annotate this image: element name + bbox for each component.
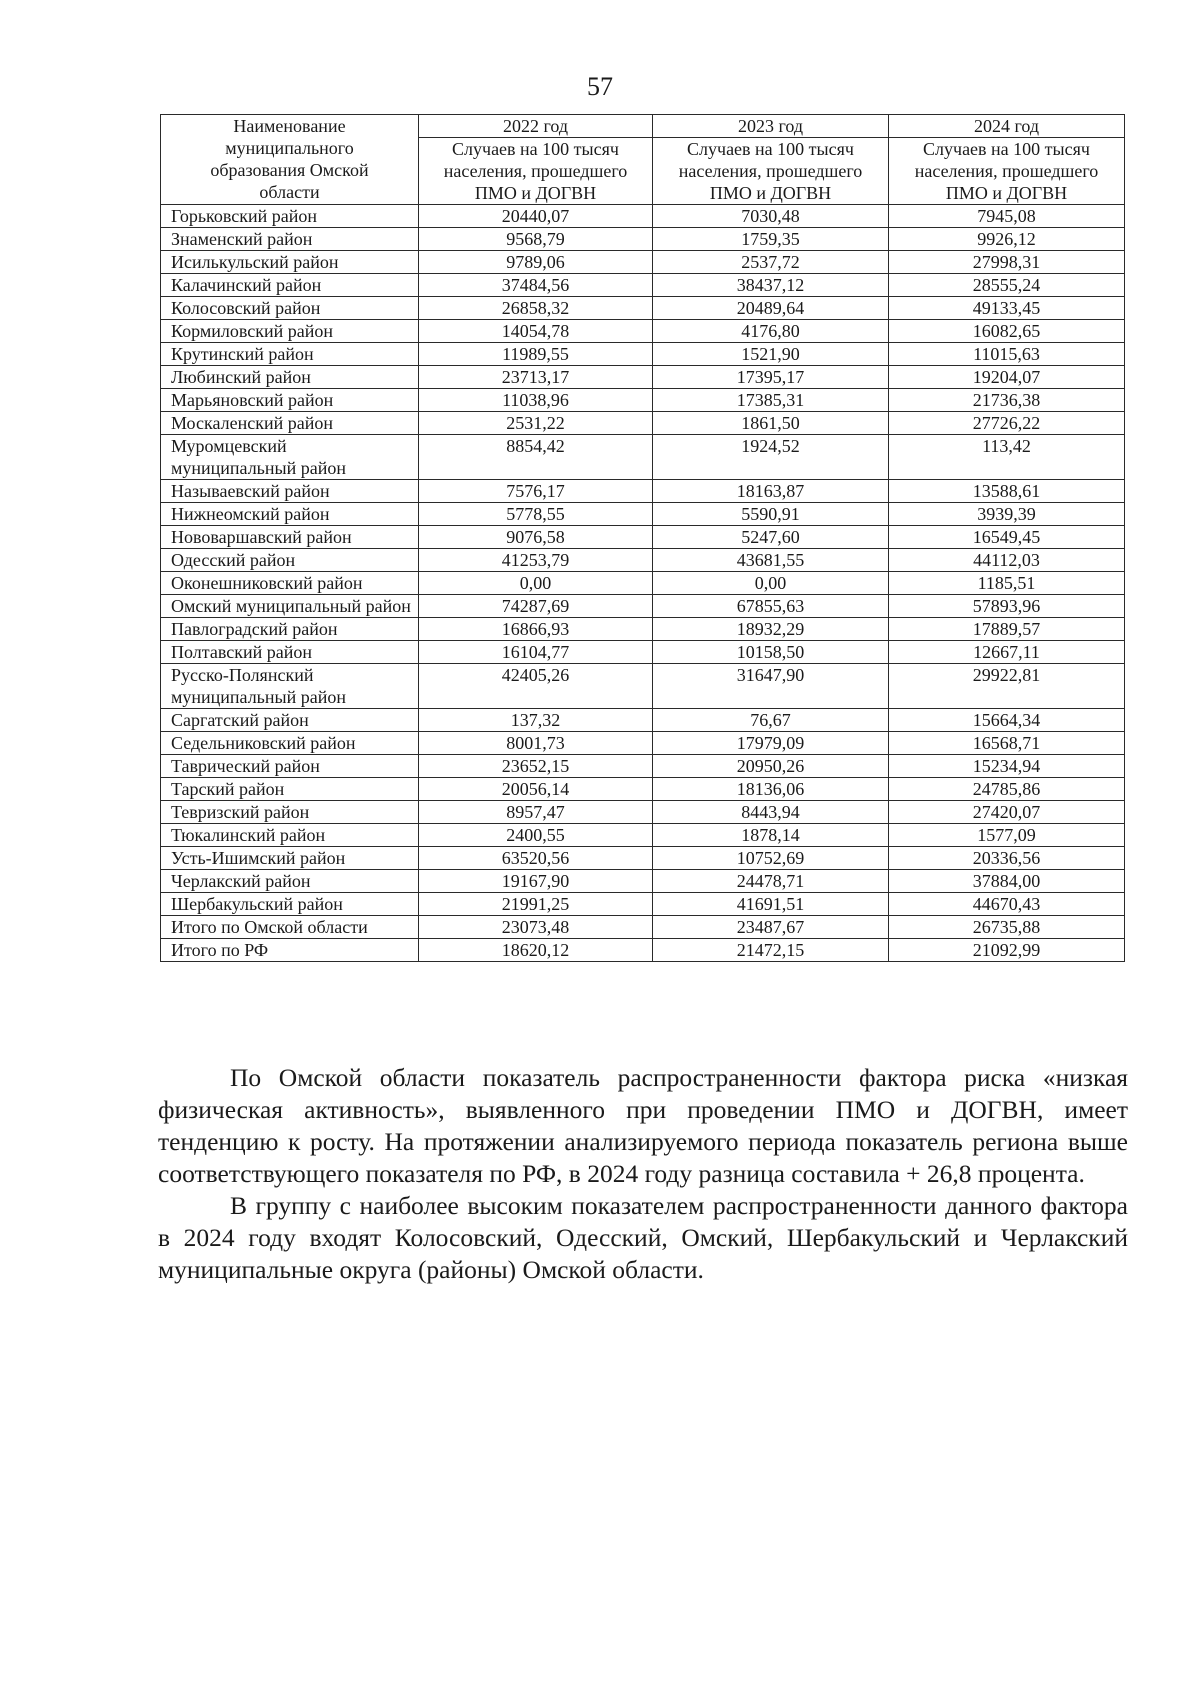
row-value-2022: 20056,14 [419,778,653,801]
row-name: Итого по Омской области [161,916,419,939]
row-name: Шербакульский район [161,893,419,916]
row-name: Седельниковский район [161,732,419,755]
row-value-2022: 26858,32 [419,297,653,320]
row-name: Колосовский район [161,297,419,320]
table-row [161,709,1125,732]
table-row [161,572,1125,595]
row-value-2022: 21991,25 [419,893,653,916]
row-value-2023: 43681,55 [653,549,889,572]
row-value-2024: 27726,22 [889,412,1125,435]
row-value-2023: 1521,90 [653,343,889,366]
table-row [161,939,1125,962]
table-row [161,664,1125,709]
row-value-2023: 5590,91 [653,503,889,526]
row-value-2022: 20440,07 [419,205,653,228]
table-row [161,847,1125,870]
header-municipality: Наименование муниципального образования Омской области [161,115,419,205]
row-value-2023: 10158,50 [653,641,889,664]
row-value-2022: 9568,79 [419,228,653,251]
page-number: 57 [587,72,613,101]
row-value-2023: 7030,48 [653,205,889,228]
table-row [161,205,1125,228]
table-row [161,343,1125,366]
statistics-table [160,114,1125,962]
row-value-2024: 57893,96 [889,595,1125,618]
row-name: Черлакский район [161,870,419,893]
row-value-2022: 19167,90 [419,870,653,893]
row-value-2024: 11015,63 [889,343,1125,366]
row-name: Марьяновский район [161,389,419,412]
paragraph-leaders: В группу с наиболее высоким показателем распространенности данного фактора в 2024 году входят Колосовский, Одесский, Омский, Шербакульский и Черлакский муниципальные округа (районы) Омской области. [158,1191,1128,1284]
table-row [161,755,1125,778]
table-row [161,228,1125,251]
table-row [161,435,1125,480]
row-value-2023: 18932,29 [653,618,889,641]
body-text [158,1062,1128,1286]
row-value-2023: 17385,31 [653,389,889,412]
table-row [161,366,1125,389]
row-name: Знаменский район [161,228,419,251]
row-value-2024: 3939,39 [889,503,1125,526]
row-value-2024: 16549,45 [889,526,1125,549]
row-value-2022: 37484,56 [419,274,653,297]
row-value-2023: 8443,94 [653,801,889,824]
row-value-2023: 24478,71 [653,870,889,893]
table-row [161,549,1125,572]
row-name: Русско-Полянский муниципальный район [161,664,419,709]
row-name: Полтавский район [161,641,419,664]
row-name: Калачинский район [161,274,419,297]
row-value-2024: 27998,31 [889,251,1125,274]
row-value-2022: 16866,93 [419,618,653,641]
row-value-2024: 13588,61 [889,480,1125,503]
header-year-2024: 2024 год [889,115,1125,138]
table-row [161,641,1125,664]
row-value-2022: 9789,06 [419,251,653,274]
row-name: Крутинский район [161,343,419,366]
row-value-2023: 0,00 [653,572,889,595]
row-value-2022: 16104,77 [419,641,653,664]
row-value-2023: 23487,67 [653,916,889,939]
row-value-2023: 4176,80 [653,320,889,343]
table-row [161,801,1125,824]
table-row [161,870,1125,893]
row-value-2023: 1759,35 [653,228,889,251]
table-row [161,320,1125,343]
header-metric-2022: Случаев на 100 тысяч населения, прошедшего ПМО и ДОГВН [419,138,653,205]
header-year-2023: 2023 год [653,115,889,138]
table-row [161,618,1125,641]
row-name: Омский муниципальный район [161,595,419,618]
row-value-2023: 17395,17 [653,366,889,389]
row-value-2023: 18136,06 [653,778,889,801]
table-row [161,412,1125,435]
row-value-2022: 2531,22 [419,412,653,435]
table-row [161,503,1125,526]
row-value-2023: 20489,64 [653,297,889,320]
table-row [161,251,1125,274]
row-value-2022: 137,32 [419,709,653,732]
row-name: Кормиловский район [161,320,419,343]
row-name: Тюкалинский район [161,824,419,847]
row-value-2024: 16568,71 [889,732,1125,755]
row-value-2022: 8854,42 [419,435,653,480]
row-value-2022: 23652,15 [419,755,653,778]
row-value-2022: 2400,55 [419,824,653,847]
row-value-2023: 18163,87 [653,480,889,503]
row-value-2022: 63520,56 [419,847,653,870]
table-row [161,274,1125,297]
row-value-2022: 74287,69 [419,595,653,618]
row-value-2024: 17889,57 [889,618,1125,641]
table-row [161,480,1125,503]
row-value-2024: 16082,65 [889,320,1125,343]
row-value-2024: 49133,45 [889,297,1125,320]
row-value-2022: 8001,73 [419,732,653,755]
row-value-2024: 9926,12 [889,228,1125,251]
row-value-2022: 9076,58 [419,526,653,549]
row-value-2024: 27420,07 [889,801,1125,824]
row-name: Оконешниковский район [161,572,419,595]
row-value-2022: 0,00 [419,572,653,595]
row-value-2022: 23073,48 [419,916,653,939]
table-header-row [161,115,1125,138]
row-value-2024: 15664,34 [889,709,1125,732]
row-value-2022: 18620,12 [419,939,653,962]
row-name: Называевский район [161,480,419,503]
row-value-2023: 38437,12 [653,274,889,297]
row-value-2024: 20336,56 [889,847,1125,870]
row-name: Муромцевский муниципальный район [161,435,419,480]
row-value-2022: 11038,96 [419,389,653,412]
row-name: Москаленский район [161,412,419,435]
row-name: Нижнеомский район [161,503,419,526]
header-year-2022: 2022 год [419,115,653,138]
row-name: Нововаршавский район [161,526,419,549]
table-body [161,205,1125,962]
row-value-2024: 21092,99 [889,939,1125,962]
row-value-2023: 21472,15 [653,939,889,962]
row-value-2024: 24785,86 [889,778,1125,801]
row-name: Тарский район [161,778,419,801]
table-row [161,595,1125,618]
row-value-2023: 20950,26 [653,755,889,778]
row-name: Одесский район [161,549,419,572]
row-value-2022: 8957,47 [419,801,653,824]
table-row [161,297,1125,320]
table-row [161,824,1125,847]
row-value-2023: 31647,90 [653,664,889,709]
row-value-2022: 14054,78 [419,320,653,343]
row-value-2024: 1185,51 [889,572,1125,595]
row-value-2024: 44670,43 [889,893,1125,916]
row-value-2024: 21736,38 [889,389,1125,412]
row-value-2023: 10752,69 [653,847,889,870]
row-name: Усть-Ишимский район [161,847,419,870]
row-value-2023: 5247,60 [653,526,889,549]
row-value-2022: 5778,55 [419,503,653,526]
row-value-2023: 41691,51 [653,893,889,916]
table-row [161,732,1125,755]
header-metric-2024: Случаев на 100 тысяч населения, прошедшего ПМО и ДОГВН [889,138,1125,205]
row-value-2023: 2537,72 [653,251,889,274]
row-value-2024: 7945,08 [889,205,1125,228]
row-name: Горьковский район [161,205,419,228]
row-value-2022: 42405,26 [419,664,653,709]
row-value-2024: 29922,81 [889,664,1125,709]
row-value-2023: 1878,14 [653,824,889,847]
row-name: Павлоградский район [161,618,419,641]
row-value-2024: 1577,09 [889,824,1125,847]
row-value-2024: 44112,03 [889,549,1125,572]
row-value-2023: 1861,50 [653,412,889,435]
table-row [161,389,1125,412]
table-row [161,526,1125,549]
row-value-2024: 12667,11 [889,641,1125,664]
row-value-2024: 113,42 [889,435,1125,480]
paragraph-trend: По Омской области показатель распространенности фактора риска «низкая физическая активность», выявленного при проведении ПМО и ДОГВН, имеет тенденцию к росту. На протяжении анализируемого периода показатель региона выше соответствующего показателя по РФ, в 2024 году разница составила + 26,8 процента. [158,1063,1128,1188]
table-row [161,916,1125,939]
row-value-2022: 7576,17 [419,480,653,503]
row-name: Таврический район [161,755,419,778]
row-value-2022: 23713,17 [419,366,653,389]
row-value-2023: 1924,52 [653,435,889,480]
row-value-2023: 17979,09 [653,732,889,755]
row-value-2023: 67855,63 [653,595,889,618]
row-name: Тевризский район [161,801,419,824]
row-value-2023: 76,67 [653,709,889,732]
table-row [161,778,1125,801]
row-name: Исилькульский район [161,251,419,274]
row-value-2024: 28555,24 [889,274,1125,297]
row-value-2024: 19204,07 [889,366,1125,389]
row-name: Любинский район [161,366,419,389]
row-value-2024: 15234,94 [889,755,1125,778]
row-value-2022: 11989,55 [419,343,653,366]
row-value-2024: 26735,88 [889,916,1125,939]
row-name: Саргатский район [161,709,419,732]
row-name: Итого по РФ [161,939,419,962]
table-row [161,893,1125,916]
header-metric-2023: Случаев на 100 тысяч населения, прошедшего ПМО и ДОГВН [653,138,889,205]
row-value-2022: 41253,79 [419,549,653,572]
row-value-2024: 37884,00 [889,870,1125,893]
